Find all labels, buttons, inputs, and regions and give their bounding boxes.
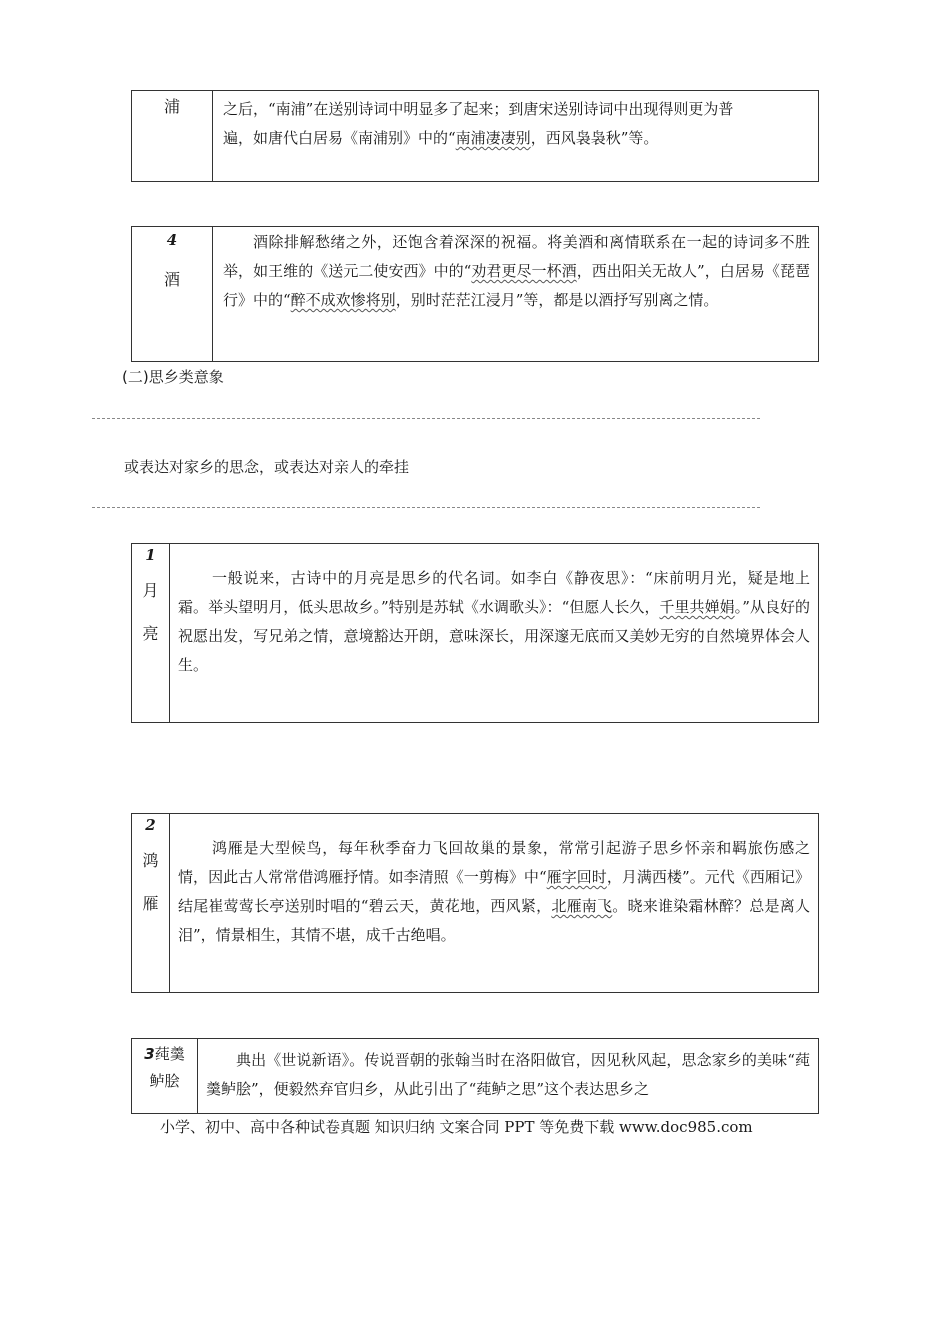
quote-underlined: 北雁南飞 <box>551 897 613 915</box>
label-cell <box>132 544 170 722</box>
quote-underlined: 千里共婵娟 <box>659 598 735 616</box>
label-cell <box>132 227 213 361</box>
text: 一般说来，古诗中的月亮是思乡的代名词。如李白《静夜思》：“床前明月光，疑是地上霜。举头望明月，低头思故乡。”特别是苏轼《水调歌头》：“但愿人长久， <box>178 569 810 616</box>
content-cell <box>170 544 818 722</box>
label-char: 鲈脍 <box>149 1072 180 1090</box>
label-cell <box>132 814 170 992</box>
intro-line: 或表达对家乡的思念，或表达对亲人的牵挂 <box>124 458 410 476</box>
text: 遍，如唐代白居易《南浦别》中的“ <box>223 129 456 147</box>
label-char: 亮 <box>142 624 159 643</box>
content-cell <box>213 227 818 361</box>
text: ，西出阳关无故人”，白居易《琵琶行》中的“ <box>223 262 810 309</box>
label-char: 雁 <box>142 894 159 913</box>
item-number: 1 <box>145 546 156 564</box>
text: 鸿雁是大型候鸟，每年秋季奋力飞回故巢的景象，常常引起游子思乡怀亲和羁旅伤感之情，因此古人常常借鸿雁抒情。如李清照《一剪梅》中“ <box>178 839 810 886</box>
label-char: 酒 <box>163 270 180 289</box>
page-footer: 小学、初中、高中各种试卷真题 知识归纳 文案合同 PPT 等免费下载 www.doc985.com <box>160 1118 753 1136</box>
content-cell <box>198 1039 818 1113</box>
text: 典出《世说新语》。传说晋朝的张翰当时在洛阳做官，因见秋风起，思念家乡的美味“莼羹鲈脍”，便毅然弃官归乡，从此引出了“莼鲈之思”这个表达思乡之 <box>206 1051 810 1098</box>
table-box-wine <box>131 226 819 362</box>
label-char: 浦 <box>163 97 180 116</box>
table-box-nanpu <box>131 90 819 182</box>
divider-line <box>92 507 760 508</box>
text: 。”从良好的祝愿出发，写兄弟之情，意境豁达开朗，意味深长，用深邃无底而又美妙无穷的自然境界体会人生。 <box>178 598 810 674</box>
table-box-moon <box>131 543 819 723</box>
quote-underlined: 醉不成欢惨将别 <box>290 291 396 309</box>
text: 之后，“南浦”在送别诗词中明显多了起来；到唐宋送别诗词中出现得则更为普 <box>223 100 734 118</box>
text: 。晓来谁染霜林醉？总是离人泪”，情景相生，其情不堪，成千古绝唱。 <box>178 897 810 944</box>
item-number: 2 <box>145 816 156 834</box>
content-cell <box>170 814 818 992</box>
text: ，别时茫茫江浸月”等，都是以酒抒写别离之情。 <box>395 291 719 309</box>
quote-underlined: 劝君更尽一杯酒 <box>471 262 577 280</box>
label-cell <box>132 91 213 181</box>
item-label: 3莼羹 <box>144 1045 185 1063</box>
divider-line <box>92 418 760 419</box>
label-char: 鸿 <box>142 851 159 870</box>
text: 酒除排解愁绪之外，还饱含着深深的祝福。将美酒和离情联系在一起的诗词多不胜举，如王维的《送元二使安西》中的“ <box>223 233 810 280</box>
item-number: 4 <box>166 231 178 249</box>
table-box-chun <box>131 1038 819 1114</box>
section-heading: (二)思乡类意象 <box>122 368 224 386</box>
quote-text: ，西风袅袅秋 <box>530 129 621 147</box>
quote-underlined: 雁字回时 <box>546 868 607 886</box>
content-cell <box>213 91 818 181</box>
text: ，月满西楼”。元代《西厢记》结尾崔莺莺长亭送别时唱的“碧云天，黄花地，西风紧， <box>178 868 810 915</box>
table-box-goose <box>131 813 819 993</box>
label-cell <box>132 1039 198 1113</box>
quote-underlined: 南浦凄凄别 <box>455 129 531 147</box>
label-char: 月 <box>142 581 159 600</box>
text: ”等。 <box>620 129 659 147</box>
